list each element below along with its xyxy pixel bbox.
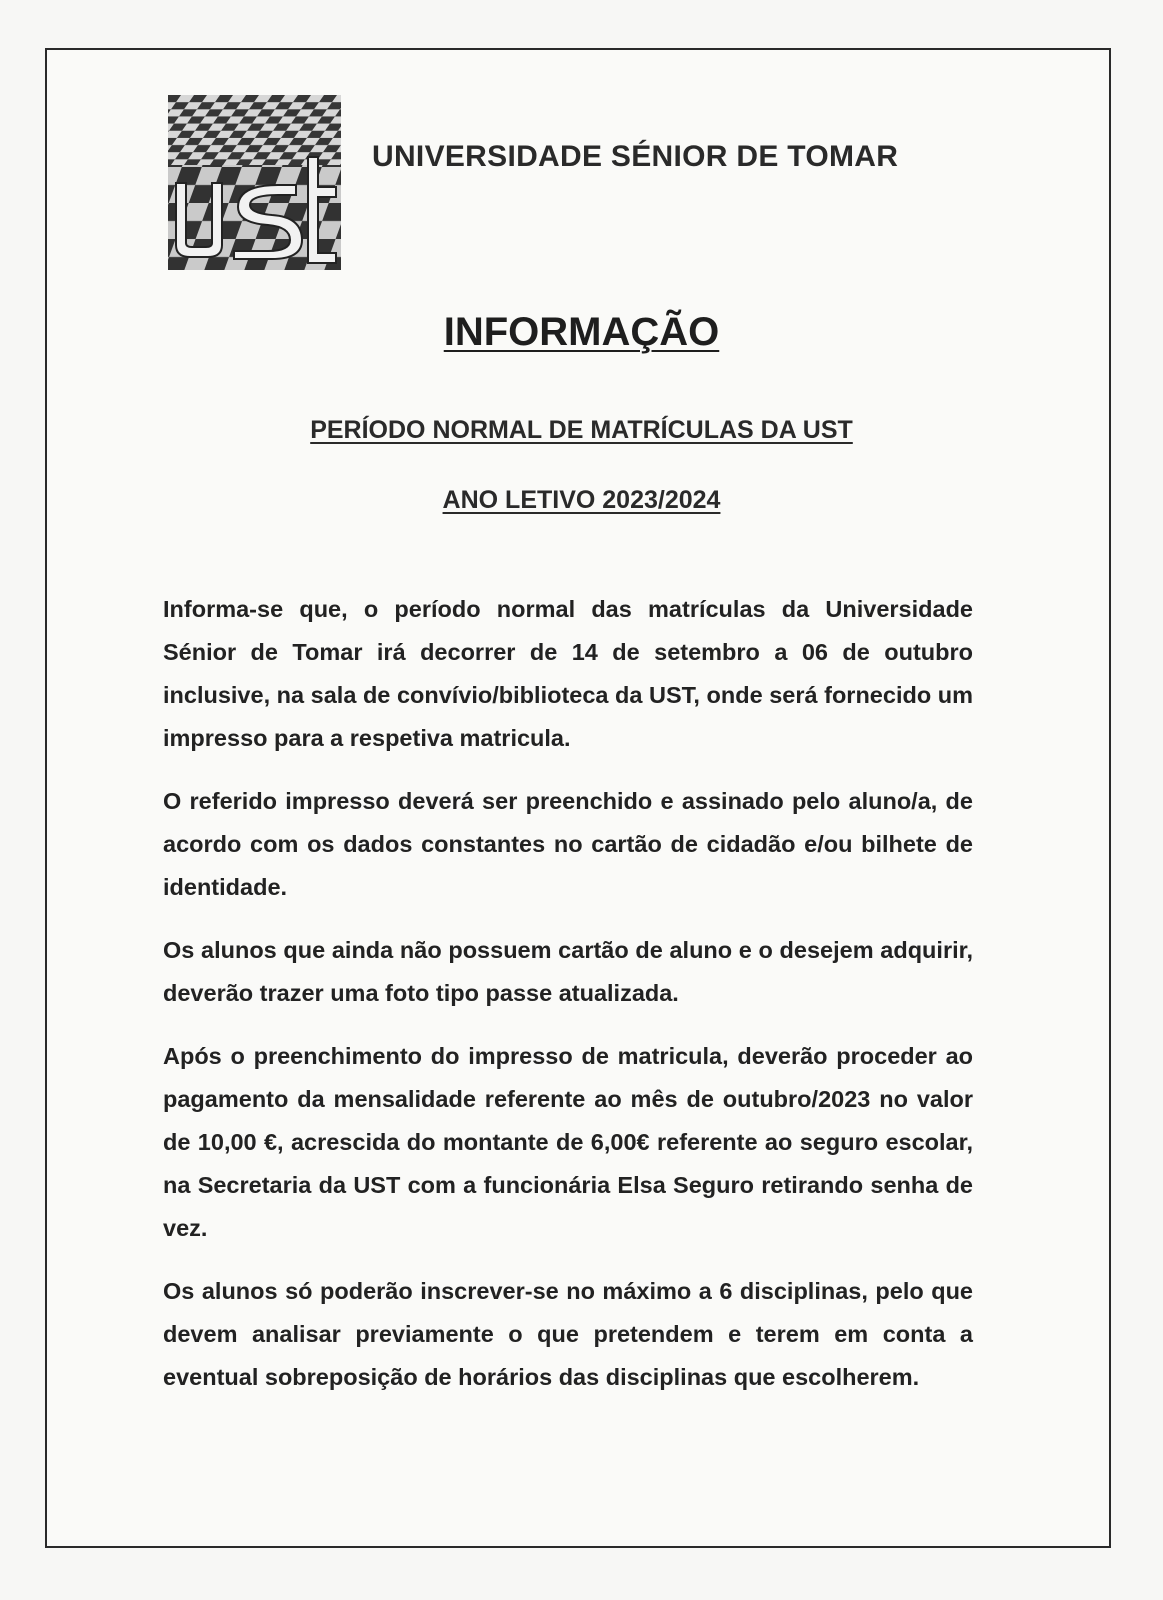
paragraph-student-card: Os alunos que ainda não possuem cartão de aluno e o desejem adquirir, deverão trazer uma foto tipo passe atualizada. <box>163 937 973 1006</box>
paragraph-enrollment-dates: Informa-se que, o período normal das matrículas da Universidade Sénior de Tomar irá decorrer de 14 de setembro a 06 de outubro inclusive, na sala de convívio/biblioteca da UST, onde será fornecido um impresso para a respetiva matricula. <box>163 596 973 751</box>
body-text <box>163 588 973 1419</box>
paragraph-subject-limit: Os alunos só poderão inscrever-se no máximo a 6 disciplinas, pelo que devem analisar previamente o que pretendem e terem em conta a eventual sobreposição de horários das disciplinas que escolherem. <box>163 1278 973 1390</box>
paragraph-payment: Após o preenchimento do impresso de matricula, deverão proceder ao pagamento da mensalidade referente ao mês de outubro/2023 no valor de 10,00 €, acrescida do montante de 6,00€ referente ao seguro escolar, na Secretaria da UST com a funcionária Elsa Seguro retirando senha de vez. <box>163 1043 973 1241</box>
subtitle-enrollment-period-text: PERÍODO NORMAL DE MATRÍCULAS DA UST <box>310 416 853 444</box>
paragraph-form-signature: O referido impresso deverá ser preenchido e assinado pelo aluno/a, de acordo com os dados constantes no cartão de cidadão e/ou bilhete de identidade. <box>163 788 973 900</box>
subtitle-school-year <box>0 486 1163 515</box>
subtitle-school-year-text: ANO LETIVO 2023/2024 <box>442 486 721 514</box>
organization-name: UNIVERSIDADE SÉNIOR DE TOMAR <box>372 140 899 173</box>
subtitle-enrollment-period <box>0 416 1163 445</box>
page-title <box>0 310 1163 355</box>
ust-logo-icon <box>168 95 341 270</box>
page-title-text: INFORMAÇÃO <box>443 310 720 354</box>
